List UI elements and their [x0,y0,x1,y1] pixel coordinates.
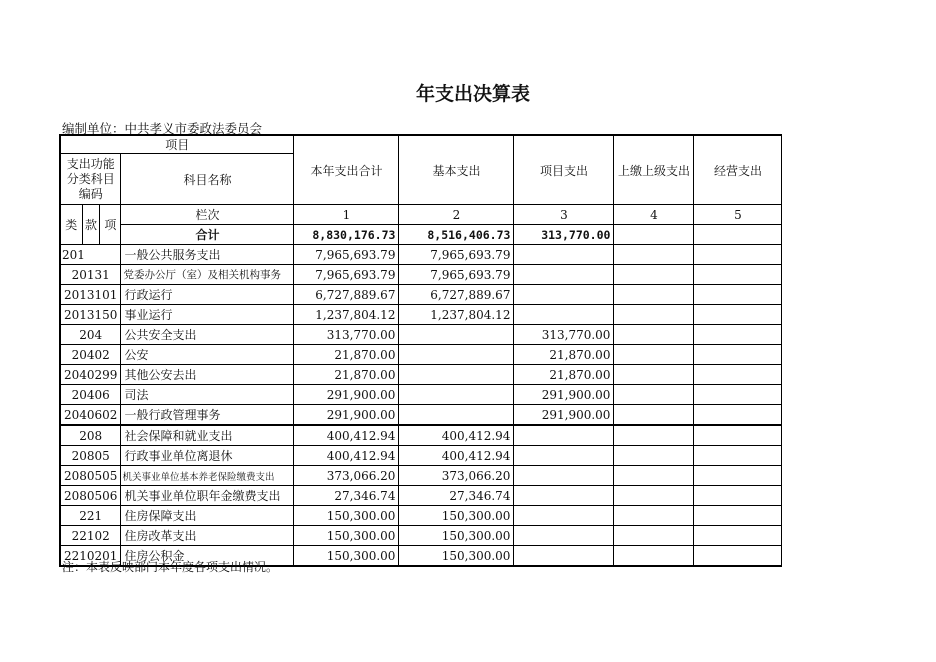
row-value-5 [694,365,782,385]
row-value-4 [614,305,694,325]
row-value-2 [399,325,514,345]
row-value-3 [514,506,614,526]
row-value-2 [399,405,514,426]
row-value-2: 150,300.00 [399,506,514,526]
row-value-5 [694,546,782,567]
header-project: 项目 [60,135,294,154]
row-code: 20406 [60,385,121,405]
row-name: 住房改革支出 [121,526,294,546]
row-value-2: 7,965,693.79 [399,265,514,285]
row-value-2: 27,346.74 [399,486,514,506]
row-value-5 [694,285,782,305]
row-value-5 [694,325,782,345]
row-name: 其他公安去出 [121,365,294,385]
row-value-5 [694,526,782,546]
row-value-1: 150,300.00 [294,526,399,546]
row-value-4 [614,506,694,526]
row-value-2: 150,300.00 [399,526,514,546]
expenditure-table [59,134,782,567]
row-value-4 [614,345,694,365]
table-row [60,345,782,365]
table-row [60,385,782,405]
row-value-3: 291,900.00 [514,385,614,405]
row-value-1: 291,900.00 [294,405,399,426]
row-value-2 [399,365,514,385]
row-value-5 [694,506,782,526]
row-code: 20131 [60,265,121,285]
table-row [60,486,782,506]
total-label: 合计 [121,225,294,245]
row-value-3 [514,245,614,265]
row-name: 事业运行 [121,305,294,325]
table-row [60,305,782,325]
row-code: 201 [60,245,121,265]
row-value-3: 313,770.00 [514,325,614,345]
row-value-1: 7,965,693.79 [294,265,399,285]
row-value-1: 7,965,693.79 [294,245,399,265]
row-value-3 [514,546,614,567]
row-value-3 [514,486,614,506]
table-row [60,265,782,285]
row-value-4 [614,446,694,466]
row-code: 2080506 [60,486,121,506]
row-value-1: 373,066.20 [294,466,399,486]
row-name: 党委办公厅（室）及相关机构事务 [121,265,294,285]
table-row [60,425,782,446]
row-value-4 [614,466,694,486]
header-code-label: 支出功能分类科目编码 [60,154,121,205]
table-row [60,365,782,385]
row-name: 机关事业单位基本养老保险缴费支出 [121,466,294,486]
column-number-5: 5 [694,205,782,225]
row-code: 2040299 [60,365,121,385]
row-value-3 [514,285,614,305]
row-value-4 [614,285,694,305]
row-value-2: 6,727,889.67 [399,285,514,305]
row-value-2 [399,385,514,405]
table-row [60,285,782,305]
header-kuan: 款 [82,205,100,245]
row-value-2: 400,412.94 [399,446,514,466]
row-value-1: 27,346.74 [294,486,399,506]
column-number-4: 4 [614,205,694,225]
row-value-4 [614,325,694,345]
row-name: 公共安全支出 [121,325,294,345]
row-value-2: 373,066.20 [399,466,514,486]
row-name: 住房保障支出 [121,506,294,526]
row-code: 2080505 [60,466,121,486]
row-name: 公安 [121,345,294,365]
row-value-1: 291,900.00 [294,385,399,405]
total-value-1: 8,830,176.73 [294,225,399,245]
row-value-3: 291,900.00 [514,405,614,426]
column-index-label: 栏次 [121,205,294,225]
row-value-4 [614,546,694,567]
total-value-4 [614,225,694,245]
row-value-5 [694,405,782,426]
table-row [60,526,782,546]
row-value-1: 6,727,889.67 [294,285,399,305]
header-col-5: 经营支出 [694,135,782,205]
report-title: 年支出决算表 [415,83,530,105]
row-value-4 [614,245,694,265]
column-number-2: 2 [399,205,514,225]
row-value-5 [694,245,782,265]
reporting-unit: 编制单位：中共孝义市委政法委员会 [62,121,263,136]
row-value-1: 1,237,804.12 [294,305,399,325]
row-value-4 [614,365,694,385]
table-row [60,446,782,466]
row-value-2: 7,965,693.79 [399,245,514,265]
table-row [60,245,782,265]
row-name: 一般行政管理事务 [121,405,294,426]
row-value-5 [694,466,782,486]
row-name: 行政运行 [121,285,294,305]
row-value-5 [694,486,782,506]
row-value-3: 21,870.00 [514,345,614,365]
row-code: 22102 [60,526,121,546]
row-code: 2013101 [60,285,121,305]
row-value-1: 313,770.00 [294,325,399,345]
header-lei: 类 [60,205,82,245]
row-value-3 [514,446,614,466]
header-col-2: 基本支出 [399,135,514,205]
header-xiang: 项 [100,205,121,245]
row-value-2 [399,345,514,365]
row-name: 机关事业单位职年金缴费支出 [121,486,294,506]
row-name: 住房公积金 [121,546,294,567]
header-col-3: 项目支出 [514,135,614,205]
row-code: 20805 [60,446,121,466]
row-value-5 [694,425,782,446]
table-row [60,466,782,486]
row-code: 2040602 [60,405,121,426]
row-value-1: 150,300.00 [294,546,399,567]
row-value-5 [694,446,782,466]
header-name-label: 科目名称 [121,154,294,205]
row-value-4 [614,425,694,446]
row-value-5 [694,305,782,325]
row-name: 司法 [121,385,294,405]
row-value-1: 21,870.00 [294,365,399,385]
table-row [60,506,782,526]
footnote: 注：本表反映部门本年度各项支出情况。 [62,560,279,574]
row-value-3 [514,425,614,446]
row-value-3 [514,526,614,546]
row-value-3 [514,305,614,325]
column-number-3: 3 [514,205,614,225]
row-name: 行政事业单位离退休 [121,446,294,466]
row-value-1: 400,412.94 [294,425,399,446]
row-code: 221 [60,506,121,526]
row-code: 204 [60,325,121,345]
total-row [60,225,782,245]
table-row [60,325,782,345]
row-value-3: 21,870.00 [514,365,614,385]
row-value-4 [614,265,694,285]
row-value-1: 21,870.00 [294,345,399,365]
row-value-4 [614,486,694,506]
row-value-2: 400,412.94 [399,425,514,446]
row-value-5 [694,385,782,405]
row-code: 20402 [60,345,121,365]
row-value-2: 150,300.00 [399,546,514,567]
row-code: 2210201 [60,546,121,567]
total-value-3: 313,770.00 [514,225,614,245]
row-code: 208 [60,425,121,446]
row-name: 一般公共服务支出 [121,245,294,265]
row-value-3 [514,466,614,486]
header-col-4: 上缴上级支出 [614,135,694,205]
row-value-5 [694,345,782,365]
table-row [60,405,782,426]
row-code: 2013150 [60,305,121,325]
header-col-1: 本年支出合计 [294,135,399,205]
row-value-5 [694,265,782,285]
total-value-2: 8,516,406.73 [399,225,514,245]
row-value-4 [614,526,694,546]
row-value-4 [614,385,694,405]
row-value-1: 400,412.94 [294,446,399,466]
row-value-4 [614,405,694,426]
row-name: 社会保障和就业支出 [121,425,294,446]
row-value-3 [514,265,614,285]
column-number-1: 1 [294,205,399,225]
total-value-5 [694,225,782,245]
row-value-2: 1,237,804.12 [399,305,514,325]
row-value-1: 150,300.00 [294,506,399,526]
